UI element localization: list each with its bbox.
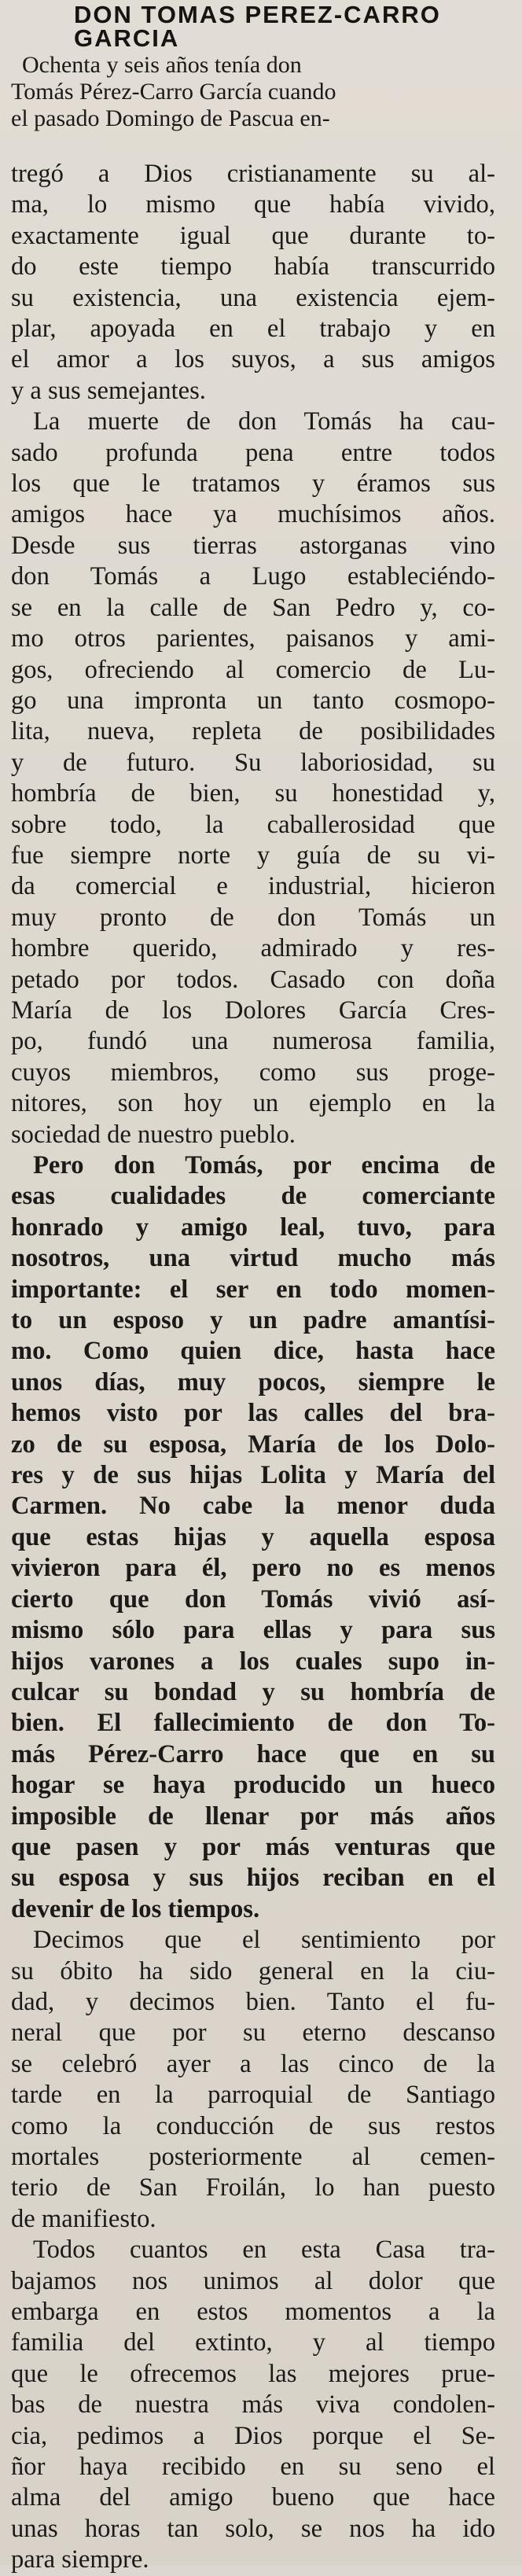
article-body [11, 159, 495, 2576]
text-line: lita, nueva, repleta de posibilidades [11, 717, 495, 746]
text-line: que pasen y por más venturas que [11, 1832, 495, 1861]
text-line: su óbito ha sido general en la ciu- [11, 1956, 495, 1985]
text-line: hemos visto por las calles del bra- [11, 1399, 495, 1428]
text-line: ñor haya recibido en su seno el [11, 2453, 495, 2482]
text-line: hijos varones a los cuales supo in- [11, 1647, 495, 1676]
text-line: como la conducción de sus restos [11, 2111, 495, 2140]
article-paragraph [11, 407, 495, 1150]
text-line: hogar se haya producido un hueco [11, 1771, 495, 1800]
text-line: se celebró ayer a las cinco de la [11, 2049, 495, 2078]
headline [11, 0, 495, 50]
text-line: que le ofrecemos las mejores prue- [11, 2359, 495, 2388]
text-line: cuyos miembros, como sus proge- [11, 1058, 495, 1087]
text-line: para siempre. [11, 2545, 149, 2574]
text-line: sado profunda pena entre todos [11, 438, 495, 467]
text-line: devenir de los tiempos. [11, 1894, 260, 1923]
text-line: esas cualidades de comerciante [11, 1182, 495, 1211]
text-line: plar, apoyada en el trabajo y en [11, 315, 495, 344]
text-line: Todos cuantos en esta Casa tra- [33, 2236, 495, 2265]
text-line: su esposa y sus hijos reciban en el [11, 1864, 495, 1893]
text-line: nosotros, una virtud mucho más [11, 1244, 495, 1273]
text-line: sobre todo, la caballerosidad que [11, 810, 495, 839]
text-line: los que le tratamos y éramos sus [11, 469, 495, 499]
text-line: mo otros parientes, paisanos y ami- [11, 624, 495, 653]
text-line: el amor a los suyos, a sus amigos [11, 345, 495, 374]
text-line: de manifiesto. [11, 2204, 156, 2233]
text-line: gos, ofreciendo al comercio de Lu- [11, 655, 495, 684]
text-line: más Pérez-Carro hace que en su [11, 1739, 495, 1768]
text-line: y a sus semejantes. [11, 376, 206, 405]
headline-line-2: GARCIA [74, 24, 180, 52]
text-line: do este tiempo había transcurrido [11, 252, 495, 282]
text-line: po, fundó una numerosa familia, [11, 1027, 495, 1056]
headline-line-1: DON TOMAS PEREZ-CARRO [74, 1, 441, 28]
text-line: fue siempre norte y guía de su vi- [11, 841, 495, 870]
text-line: Carmen. No cabe la menor duda [11, 1492, 495, 1521]
text-line: neral que por su eterno descanso [11, 2018, 495, 2048]
text-line: to un esposo y un padre amantísi- [11, 1306, 495, 1335]
text-line: honrado y amigo leal, tuvo, para [11, 1213, 495, 1242]
text-line: mo. Como quien dice, hasta hace [11, 1337, 495, 1366]
text-line: alma del amigo bueno que hace [11, 2483, 495, 2512]
text-line: Desde sus tierras astorganas vino [11, 531, 495, 560]
text-line: Pero don Tomás, por encima de [33, 1151, 495, 1179]
text-line: terio de San Froilán, lo han puesto [11, 2173, 495, 2202]
text-line: unas horas tan solo, se nos ha ido [11, 2514, 495, 2543]
text-line: María de los Dolores García Cres- [11, 995, 495, 1025]
text-line: muy pronto de don Tomás un [11, 903, 495, 932]
column-gap [11, 132, 495, 159]
text-line: hombría de bien, su honestidad y, [11, 779, 495, 808]
text-line: embarga en estos momentos a la [11, 2298, 495, 2327]
article-paragraph [11, 2235, 495, 2575]
text-line: dad, y decimos bien. Tanto el fu- [11, 1987, 495, 2016]
text-line: La muerte de don Tomás ha cau- [33, 407, 495, 436]
text-line: hombre querido, admirado y res- [11, 934, 495, 963]
text-line: mortales posteriormente al cemen- [11, 2143, 495, 2171]
text-line: don Tomás a Lugo estableciéndo- [11, 562, 495, 591]
text-line: vivieron para él, pero no es menos [11, 1554, 495, 1583]
text-line: ma, lo mismo que había vivido, [11, 190, 495, 219]
text-line: zo de su esposa, María de los Dolo- [11, 1430, 495, 1459]
text-line: mismo sólo para ellas y para sus [11, 1616, 495, 1645]
text-line: bajamos nos unimos al dolor que [11, 2266, 495, 2295]
text-line: sociedad de nuestro pueblo. [11, 1120, 296, 1149]
text-line: exactamente igual que durante to- [11, 221, 495, 250]
text-line: petado por todos. Casado con doña [11, 965, 495, 994]
text-line: importante: el ser en todo momen- [11, 1275, 495, 1304]
text-line: cia, pedimos a Dios porque el Se- [11, 2421, 495, 2450]
text-line: da comercial e industrial, hicieron [11, 872, 495, 901]
article-paragraph [11, 1150, 495, 1925]
text-line: Decimos que el sentimiento por [33, 1926, 495, 1955]
text-line: unos días, muy pocos, siempre le [11, 1367, 495, 1397]
text-line: y de futuro. Su laboriosidad, su [11, 748, 495, 777]
text-line: nitores, son hoy un ejemplo en la [11, 1089, 495, 1118]
text-line: res y de sus hijas Lolita y María del [11, 1461, 495, 1490]
text-line: tarde en la parroquial de Santiago [11, 2081, 495, 2110]
text-line: bas de nuestra más viva condolen- [11, 2390, 495, 2420]
article-paragraph [11, 1925, 495, 2235]
text-line: imposible de llenar por más años [11, 1801, 495, 1831]
text-line: cierto que don Tomás vivió así- [11, 1584, 495, 1614]
text-line: familia del extinto, y al tiempo [11, 2328, 495, 2357]
lead-line: el pasado Domingo de Pascua en- [11, 105, 330, 131]
lead-paragraph [11, 52, 495, 132]
text-line: su existencia, una existencia ejem- [11, 283, 495, 312]
lead-line: Tomás Pérez-Carro García cuando [11, 79, 336, 105]
article-paragraph [11, 159, 495, 407]
text-line: se en la calle de San Pedro y, co- [11, 593, 495, 622]
text-line: culcar su bondad y su hombría de [11, 1677, 495, 1706]
text-line: go una impronta un tanto cosmopo- [11, 686, 495, 715]
lead-line: Ochenta y seis años tenía don [22, 52, 302, 78]
text-line: que estas hijas y aquella esposa [11, 1522, 495, 1551]
text-line: amigos hace ya muchísimos años. [11, 500, 495, 529]
text-line: tregó a Dios cristianamente su al- [11, 160, 495, 188]
text-line: bien. El fallecimiento de don To- [11, 1709, 495, 1738]
